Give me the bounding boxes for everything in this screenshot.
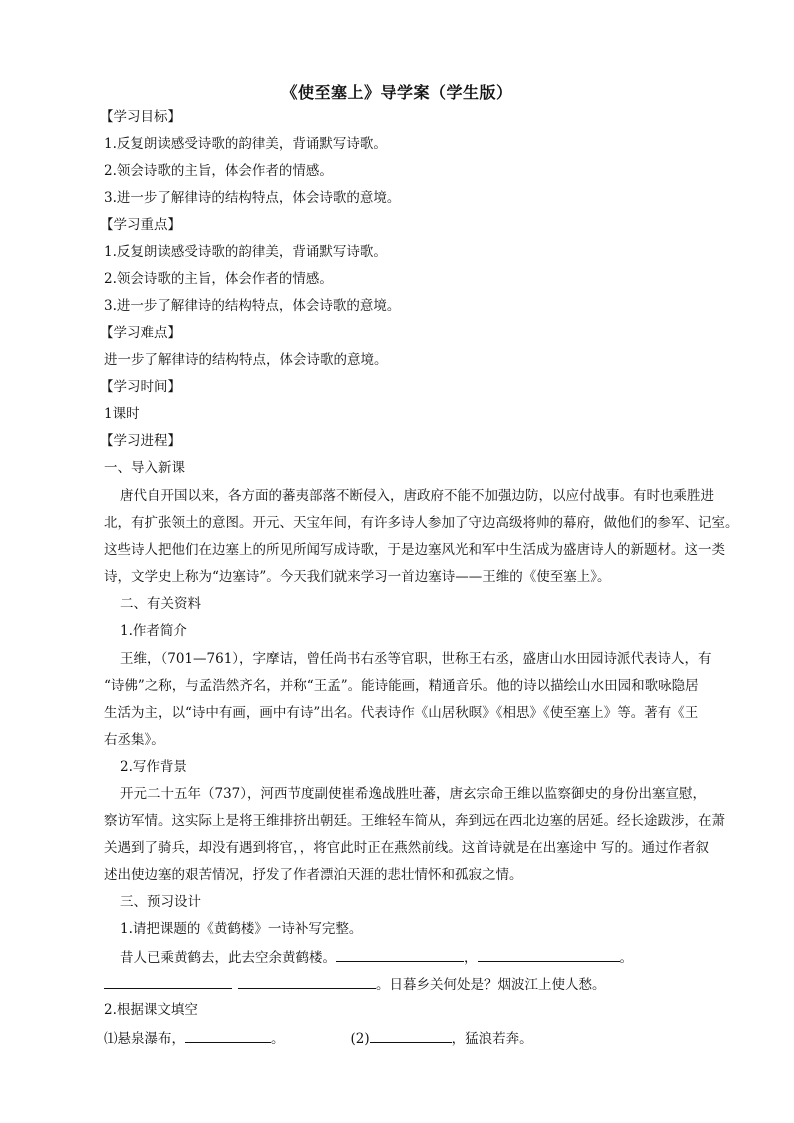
objective-item: 2.领会诗歌的主旨，体会作者的情感。 [104, 163, 333, 179]
author-paragraph-line: “诗佛”之称，与孟浩然齐名，并称“王孟”。能诗能画，精通音乐。他的诗以描绘山水田园和歌咏隐居 [104, 678, 699, 694]
background-paragraph-line: 述出使边塞的艰苦情况，抒发了作者漂泊天涯的悲壮情怀和孤寂之情。 [104, 867, 523, 883]
q2-blank-1[interactable] [185, 1028, 271, 1043]
author-paragraph-line: 右丞集》。 [104, 732, 165, 748]
difficulties-text: 进一步了解律诗的结构特点，体会诗歌的意境。 [104, 352, 388, 368]
q2-item1-text: ⑴悬泉瀑布， [104, 1031, 185, 1047]
objective-item: 1.反复朗读感受诗歌的韵律美，背诵默写诗歌。 [104, 136, 387, 152]
q1-comma: ， [464, 950, 478, 966]
intro-paragraph-line: 这些诗人把他们在边塞上的所见所闻写成诗歌，于是边塞风光和军中生活成为盛唐诗人的新题材。这一类 [104, 542, 725, 558]
key-point-item: 1.反复朗读感受诗歌的韵律美，背诵默写诗歌。 [104, 244, 387, 260]
materials-heading: 二、有关资料 [120, 596, 201, 612]
key-points-heading: 【学习重点】 [100, 217, 181, 233]
q2-item1-end: 。 [271, 1031, 285, 1047]
process-heading: 【学习进程】 [100, 433, 181, 449]
author-paragraph-line: 王维，（701—761），字摩诘，曾任尚书右丞等官职，世称王右丞，盛唐山水田园诗派代表诗人，有 [120, 651, 712, 667]
background-paragraph-line: 开元二十五年（737），河西节度副使崔希逸战胜吐蕃，唐玄宗命王维以监察御史的身份出塞宣慰， [120, 786, 707, 802]
key-point-item: 3.进一步了解律诗的结构特点，体会诗歌的意境。 [104, 298, 401, 314]
q1-blank-2[interactable] [478, 947, 620, 962]
time-heading: 【学习时间】 [100, 379, 181, 395]
page-title: 《使至塞上》导学案（学生版） [281, 83, 513, 102]
background-paragraph-line: 察访军情。这实际上是将王维排挤出朝廷。王维轻车简从，奔到远在西北边塞的居延。经长途跋涉，在萧 [104, 813, 725, 829]
q2-item2-label: (2) [350, 1031, 370, 1047]
intro-paragraph-line: 唐代自开国以来，各方面的蕃夷部落不断侵入，唐政府不能不加强边防，以应付战事。有时也乘胜进 [120, 488, 714, 504]
background-heading: 2.写作背景 [120, 759, 187, 775]
intro-paragraph-line: 诗，文学史上称为“边塞诗”。今天我们就来学习一首边塞诗——王维的《使至塞上》。 [104, 569, 611, 585]
time-text: 1课时 [104, 406, 140, 422]
intro-paragraph-line: 北，有扩张领土的意图。开元、天宝年间，有许多诗人参加了守边高级将帅的幕府，做他们的参军、记室。 [104, 515, 739, 531]
preview-q1-line1 [120, 947, 720, 967]
difficulties-heading: 【学习难点】 [100, 325, 181, 341]
intro-heading: 一、导入新课 [104, 460, 185, 476]
preview-q1-prompt: 1.请把课题的《黄鹤楼》一诗补写完整。 [120, 921, 363, 937]
preview-q2-prompt: 2.根据课文填空 [104, 1002, 198, 1018]
objective-item: 3.进一步了解律诗的结构特点，体会诗歌的意境。 [104, 190, 401, 206]
q2-blank-2[interactable] [370, 1028, 452, 1043]
q1-line1-text: 昔人已乘黄鹤去，此去空余黄鹤楼。 [120, 950, 336, 966]
background-paragraph-line: 关遇到了骑兵，却没有遇到将官，，将官此时正在燕然前线。这首诗就是在出塞途中 写的。通过作者叙 [104, 840, 710, 856]
q1-line2-text: 。日暮乡关何处是？烟波江上使人愁。 [376, 977, 606, 993]
author-paragraph-line: 生活为主，以“诗中有画，画中有诗”出名。代表诗作《山居秋暝》《相思》《使至塞上》等。著有《王 [104, 705, 699, 721]
q1-blank-3[interactable] [104, 974, 232, 989]
preview-heading: 三、预习设计 [120, 894, 201, 910]
q1-period: 。 [619, 950, 633, 966]
preview-q1-line2 [104, 974, 720, 994]
preview-q2-items [104, 1028, 720, 1048]
objectives-heading: 【学习目标】 [100, 109, 181, 125]
author-heading: 1.作者简介 [120, 623, 187, 639]
q2-item2-text: ，猛浪若奔。 [451, 1031, 533, 1047]
q1-blank-1[interactable] [336, 947, 464, 962]
q1-blank-4[interactable] [238, 974, 376, 989]
key-point-item: 2.领会诗歌的主旨，体会作者的情感。 [104, 271, 333, 287]
